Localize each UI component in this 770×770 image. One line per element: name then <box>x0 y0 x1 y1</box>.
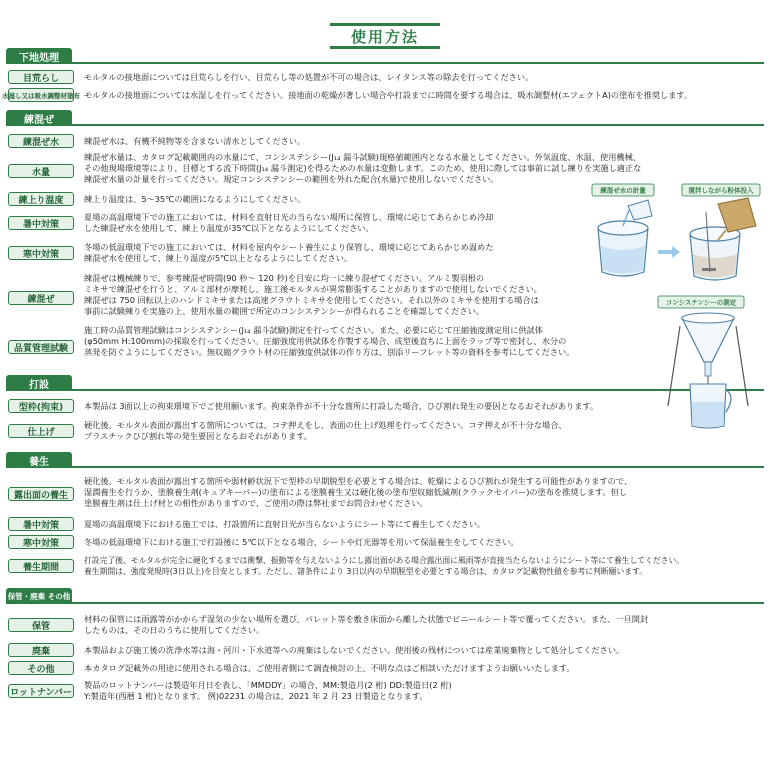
section-curing <box>6 452 764 468</box>
text-curing-cold: 冬場の低温環境下における施工で打設後に 5℃以下となる場合、シートや灯光器等を用いて保温養生をしてください。 <box>84 537 519 547</box>
label-surface-roughening: 目荒らし <box>8 70 74 84</box>
text-formwork: 本製品は 3面以上の拘束環境下でご使用願います。拘束条件が不十分な箇所に打設した場合、ひび割れ発生の要因となるおそれがあります。 <box>84 401 599 411</box>
text-curing-period: 打設完了後、モルタルが完全に硬化するまでは衝撃、振動等を与えないようにし露出面がある場合露出面に風雨等が直接当たらないようにシート等にて養生してください。 養生期間は、強度発現時(3日以上)を目安とします。ただし、諸条件により 3日以内の早期脱型を必要とする場合は、カタログ記載物性値を参考に判断願います。 <box>84 556 685 576</box>
label-finishing: 仕上げ <box>8 424 74 438</box>
section-prep-tab: 下地処理 <box>6 48 72 64</box>
label-pre-wetting: 水湿し又は吸水調整材塗布 <box>8 88 74 102</box>
caption-water-measure: 練混ぜ水の計量 <box>600 186 646 195</box>
page-title: 使用方法 <box>330 23 440 49</box>
label-quality-test: 品質管理試験 <box>8 340 74 354</box>
label-curing-cold: 寒中対策 <box>8 535 74 549</box>
text-other: 本カタログ記載外の用途に使用される場合は、ご使用者側にて調査検討の上、不明な点はご相談いただけますようお願いいたします。 <box>84 663 575 673</box>
label-lot-number: ロットナンバー <box>8 684 74 698</box>
label-mixing: 練混ぜ <box>8 291 74 305</box>
text-pre-wetting: モルタルの接地面については水湿しを行ってください。接地面の乾燥が著しい場合や打設までに時間を要する場合は、吸水調整材(エフェクトA)の塗布を推奨します。 <box>84 90 693 100</box>
procedure-illustration <box>588 176 764 438</box>
label-exposed-curing: 露出面の養生 <box>8 487 74 501</box>
section-mixing-tab: 練混ぜ <box>6 110 72 126</box>
label-water-amount: 水量 <box>8 164 74 178</box>
label-formwork: 型枠(拘束) <box>8 399 74 413</box>
caption-powder-add: 撹拌しながら粉体投入 <box>688 186 754 195</box>
water-bucket-icon <box>598 200 652 276</box>
label-curing-hot: 暑中対策 <box>8 517 74 531</box>
label-storage: 保管 <box>8 618 74 632</box>
funnel-test-icon <box>668 313 748 428</box>
text-lot-number: 製品のロットナンバーは製造年月日を表し、「MMDDY」の場合、MM:製造月(2 桁) DD:製造日(2 桁) Y:製造年(西暦 1 桁)となります。 例)02231 の場合は、2021 年 2 月 23 日製造となります。 <box>84 680 452 701</box>
label-hot-weather: 暑中対策 <box>8 216 74 230</box>
section-storage-tab: 保管・廃棄 その他 <box>6 588 72 604</box>
text-disposal: 本製品および施工後の洗浄水等は海・河川・下水道等への廃棄はしないでください。使用後の残材については産業廃棄物として処分してください。 <box>84 645 625 655</box>
label-cold-weather: 寒中対策 <box>8 246 74 260</box>
text-mix-temperature: 練上り温度は、5〜35℃の範囲になるようにしてください。 <box>84 194 306 204</box>
text-curing-hot: 夏場の高温環境下における施工では、打設箇所に直射日光が当らないようにシート等にて養生してください。 <box>84 519 486 529</box>
label-disposal: 廃棄 <box>8 643 74 657</box>
text-storage: 材料の保管には雨露等がかからず湿気の少ない場所を選び、パレット等を敷き床面から離した状態でビニールシート等で覆ってください。また、一旦開封 したものは、その日のうちに使用してください。 <box>84 614 649 635</box>
text-cold-weather: 冬場の低温環境下での施工においては、材料を屋内やシート養生により保管し、環境に応じてあらかじめ温めた 練混ぜ水を使用して、練上り温度が5℃以上となるようにしてください。 <box>84 242 494 263</box>
text-surface-roughening: モルタルの接地面については目荒らしを行い、目荒らし等の処置が不可の場合は、レイタンス等の除去を行ってください。 <box>84 72 534 82</box>
section-storage <box>6 588 764 604</box>
section-prep <box>6 48 764 64</box>
text-mix-water: 練混ぜ水は、有機不純物等を含まない清水としてください。 <box>84 136 306 146</box>
text-mixing: 練混ぜは機械練りで、参考練混ぜ時間(90 秒〜 120 秒)を目安に均一に練り混ぜてください。アルミ製羽根の ミキサで練混ぜを行うと、アルミ部材が摩耗し、施工後モルタルが異常膨張することがありますので使用しないでください。 練混ぜは 750 回転以上のハンドミキサまたは高速グラウトミキサを使用してください。それ以外のミキサを使用する場合は 事前に試験練りを実施の上、使用水量の範囲で所定のコンシステンシーが得られることを確認してください。 <box>84 273 542 316</box>
label-mix-temperature: 練上り温度 <box>8 192 74 206</box>
caption-consistency-test: コンシステンシーの測定 <box>665 298 737 307</box>
procedure-illustration-svg <box>588 176 764 438</box>
arrow-right-icon <box>658 246 680 258</box>
text-finishing: 硬化後、モルタル表面が露出する箇所については、コテ押えをし、表面の仕上げ処理を行ってください。コテ押えが不十分な場合、 プラスチックひび割れ等の発生要因となるおそれがあります。 <box>84 420 567 441</box>
section-curing-tab: 養生 <box>6 452 72 468</box>
text-quality-test: 施工時の品質管理試験はコンシステンシー(J₁₄ 漏斗試験)測定を行ってください。また、必要に応じて圧縮強度測定用に供試体 (φ50mm H:100mm)の採取を行ってください。圧縮強度用供試体を作製する場合、成型後直ちに上面をラップ等で密封し、水分の 蒸発を防ぐようにしてください。無収縮グラウト材の圧縮強度供試体の作り方は、別添リーフレット等の資料を参考にしてください。 <box>84 325 575 357</box>
label-mix-water: 練混ぜ水 <box>8 134 74 148</box>
label-other: その他 <box>8 661 74 675</box>
text-hot-weather: 夏場の高温環境下での施工においては、材料を直射日光の当らない場所に保管し、環境に応じてあらかじめ冷却 した練混ぜ水を使用して、練上り温度が35℃以下となるようにしてください。 <box>84 212 494 233</box>
text-water-amount: 練混ぜ水量は、カタログ記載範囲内の水量にて、コンシステンシー(J₁₄ 漏斗試験)規格値範囲内となる水量としてください。外気温度、水温、使用機械、 その他現場環境等により、目標とする流下時間(J₁₄ 漏斗測定)を得るための水量は変動します。このため、使用に際しては事前に試し練りを実施し適正な 練混ぜ水量の計量を行ってください。規定コンシステンシーの範囲を外れた配合(水量)で使用しないでください。 <box>84 152 642 184</box>
text-exposed-curing: 硬化後、モルタル表面が露出する箇所や弱材齢状況下で型枠の早期脱型を必要とする場合は、乾燥によるひび割れが発生する可能性がありますので、 湿潤養生を行うか、塗膜養生剤(キュアキーパー)の塗布による塗膜養生又は硬化後の塗布型収縮低減剤(クラックセイバー)の塗布を推奨します。但し 塗膜養生剤は仕上げ材との相性がありますので、ご使用の際は弊社までお問合わせください。 <box>84 476 633 508</box>
label-curing-period: 養生期間 <box>8 559 74 573</box>
section-mixing <box>6 110 764 126</box>
section-placing-tab: 打設 <box>6 375 72 391</box>
powder-bag-icon <box>690 198 756 280</box>
